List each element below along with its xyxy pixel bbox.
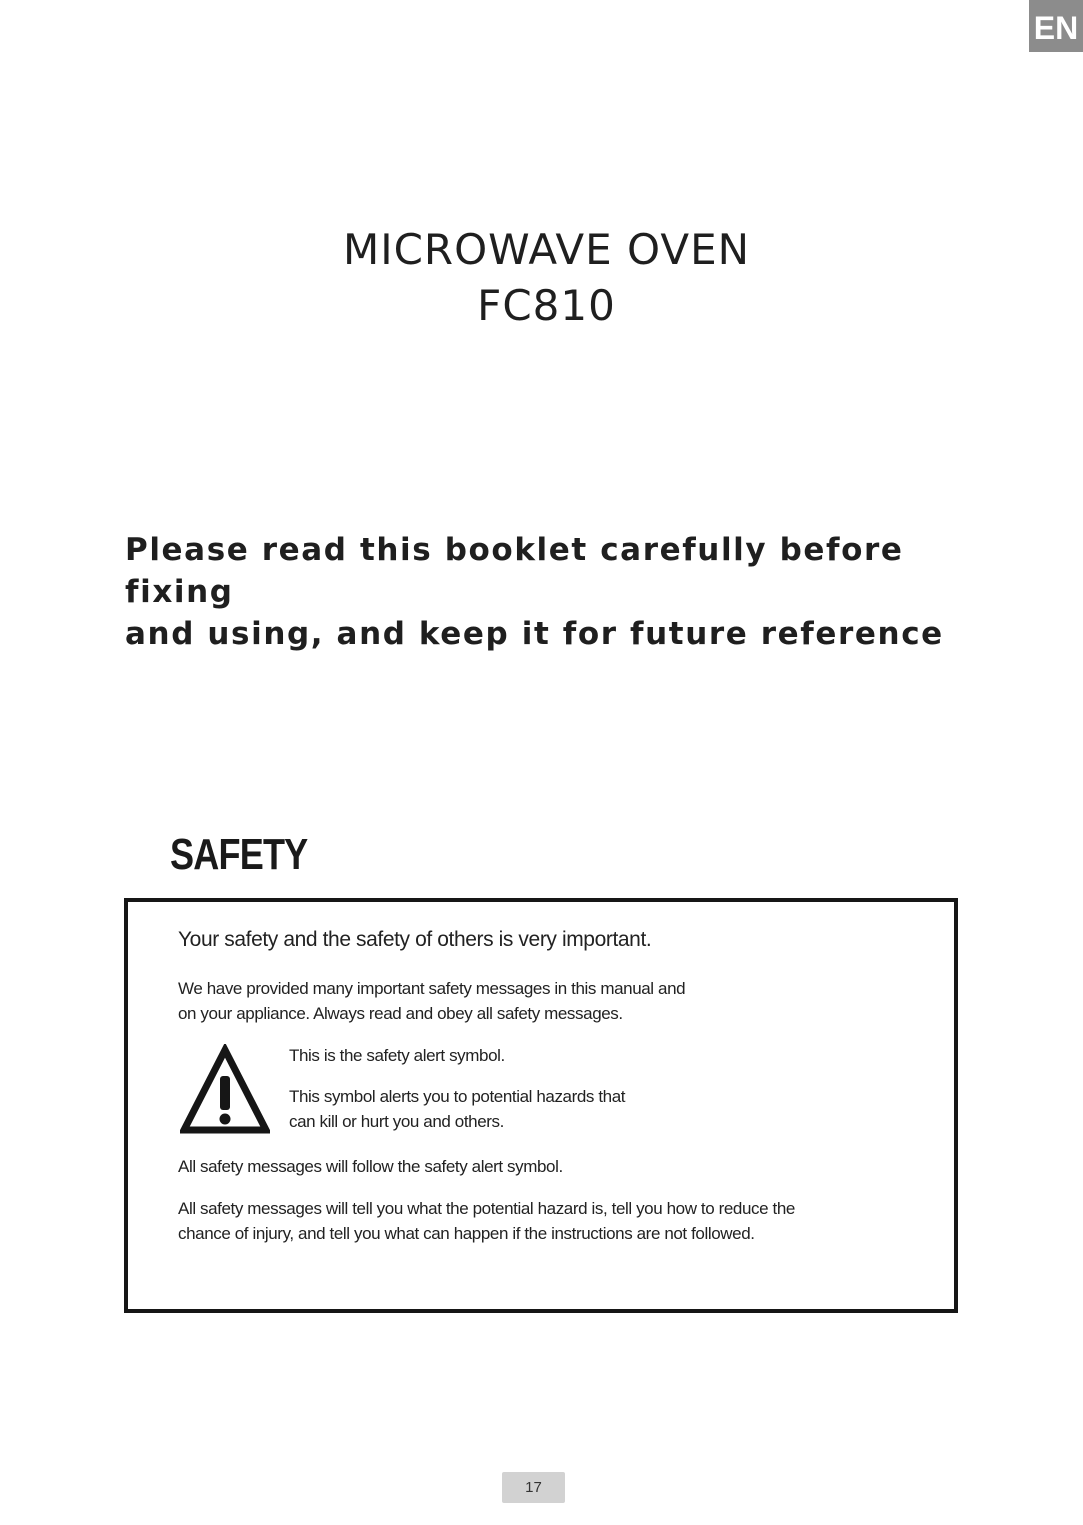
- alert-symbol-description: This is the safety alert symbol.: [289, 1046, 505, 1065]
- alert-symbol-warning-line-2: can kill or hurt you and others.: [289, 1112, 504, 1131]
- hazard-explanation-line-1: All safety messages will tell you what the potential hazard is, tell you how to reduce the: [178, 1199, 795, 1218]
- language-tab: EN: [1029, 0, 1083, 52]
- reading-instruction: [125, 529, 1005, 655]
- hazard-explanation-line-2: chance of injury, and tell you what can happen if the instructions are not followed.: [178, 1224, 755, 1243]
- safety-heading: SAFETY: [170, 830, 308, 879]
- instruction-line-1: Please read this booklet carefully before fixing: [125, 532, 904, 610]
- warning-triangle-icon: [180, 1044, 270, 1134]
- alert-symbol-warning-line-1: This symbol alerts you to potential hazards that: [289, 1087, 626, 1106]
- safety-intro-line-2: on your appliance. Always read and obey all safety messages.: [178, 1004, 623, 1023]
- follow-symbol-note: All safety messages will follow the safety alert symbol.: [178, 1157, 563, 1176]
- warning-exclamation-dot: [220, 1114, 231, 1125]
- document-title: [0, 222, 1083, 334]
- page-number: 17: [502, 1472, 565, 1503]
- warning-exclamation-bar: [220, 1076, 230, 1110]
- alert-symbol-warning: [289, 1084, 729, 1134]
- title-model-number: FC810: [477, 281, 616, 330]
- safety-intro-line-1: We have provided many important safety messages in this manual and: [178, 979, 686, 998]
- safety-intro: [178, 976, 818, 1026]
- safety-notice-box: [124, 898, 958, 1313]
- hazard-explanation: [178, 1196, 938, 1246]
- title-product-name: MICROWAVE OVEN: [342, 225, 751, 274]
- instruction-line-2: and using, and keep it for future reference: [125, 616, 944, 652]
- safety-box-title: Your safety and the safety of others is very important.: [178, 928, 652, 951]
